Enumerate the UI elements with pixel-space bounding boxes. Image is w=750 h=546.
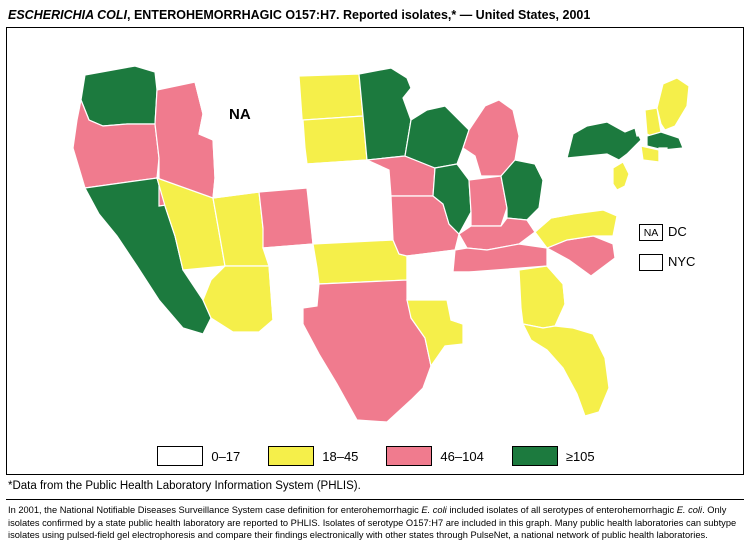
state-IN[interactable] (469, 176, 507, 226)
state-AR[interactable] (407, 250, 455, 300)
note-block (6, 499, 744, 543)
legend-swatch-0 (157, 446, 203, 466)
state-SD[interactable] (303, 116, 367, 164)
note-line1-italic: E. coli (421, 505, 447, 515)
page-title-organism: ESCHERICHIA COLI (8, 8, 127, 22)
legend-item-2 (386, 446, 483, 466)
state-HI-1[interactable] (203, 392, 217, 404)
legend-label-2: 46–104 (440, 448, 484, 464)
state-NY[interactable] (567, 122, 641, 160)
state-WY[interactable] (213, 132, 307, 198)
page-title-rest: , ENTEROHEMORRHAGIC O157:H7. Reported isolates,* — United States, 2001 (127, 8, 591, 22)
state-KS[interactable] (309, 196, 393, 244)
legend-swatch-3 (512, 446, 558, 466)
state-MT[interactable] (195, 68, 303, 140)
legend-item-0 (157, 446, 240, 466)
state-RI[interactable] (659, 148, 667, 160)
state-CO[interactable] (259, 188, 313, 248)
dc-inset (639, 224, 687, 241)
dc-swatch: NA (639, 224, 663, 241)
note-line2-italic: E. coli (676, 505, 703, 515)
state-WI[interactable] (405, 106, 469, 168)
state-AL[interactable] (487, 270, 523, 328)
footnote: *Data from the Public Health Laboratory Information System (PHLIS). (8, 480, 361, 492)
state-FL[interactable] (523, 324, 609, 416)
legend-label-3: ≥105 (565, 448, 595, 464)
dc-label: DC (668, 224, 687, 239)
note-line1-b: included isolates of all serotypes of enterohemorrhagic (446, 505, 675, 515)
legend-label-1: 18–45 (322, 448, 359, 464)
state-WA[interactable] (81, 66, 157, 126)
state-AK[interactable] (47, 356, 119, 414)
page-title (0, 0, 750, 29)
state-AZ[interactable] (203, 266, 273, 332)
nyc-label: NYC (668, 254, 696, 269)
legend-label-0: 0–17 (211, 448, 241, 464)
us-map-svg (7, 28, 742, 423)
state-NE[interactable] (307, 160, 391, 200)
legend-swatch-2 (386, 446, 432, 466)
legend-item-1 (268, 446, 358, 466)
state-MA[interactable] (647, 132, 683, 150)
state-OK[interactable] (313, 240, 407, 284)
note-line1-a: In 2001, the National Notifiable Diseases Surveillance System case definition for enterohemorrhagic (8, 505, 422, 515)
map-legend (7, 446, 744, 466)
legend-item-3 (512, 446, 595, 466)
state-PA[interactable] (535, 154, 613, 194)
note-line4: national network of public health laboratories. (521, 530, 708, 541)
nyc-inset (639, 254, 695, 271)
map-frame (6, 27, 744, 475)
state-ME[interactable] (657, 78, 689, 130)
na-label-montana: NA (229, 106, 251, 123)
note-line2-b: . Only isolates confirmed by a state public health laboratory are reported to PHLIS. Isolates of serotype O157:H7 are included in this graph. Many public (8, 505, 727, 528)
us-choropleth-map (7, 28, 742, 423)
state-HI-2[interactable] (225, 396, 247, 416)
nyc-swatch (639, 254, 663, 271)
state-MS[interactable] (451, 272, 489, 328)
state-NJ[interactable] (613, 162, 629, 190)
note-line3: health laboratories can subtype isolates using pulsed-field gel electrophoresis and compare their findings electronically with other states through PulseNet, a (8, 517, 737, 541)
state-MN[interactable] (359, 68, 411, 160)
legend-swatch-1 (268, 446, 314, 466)
